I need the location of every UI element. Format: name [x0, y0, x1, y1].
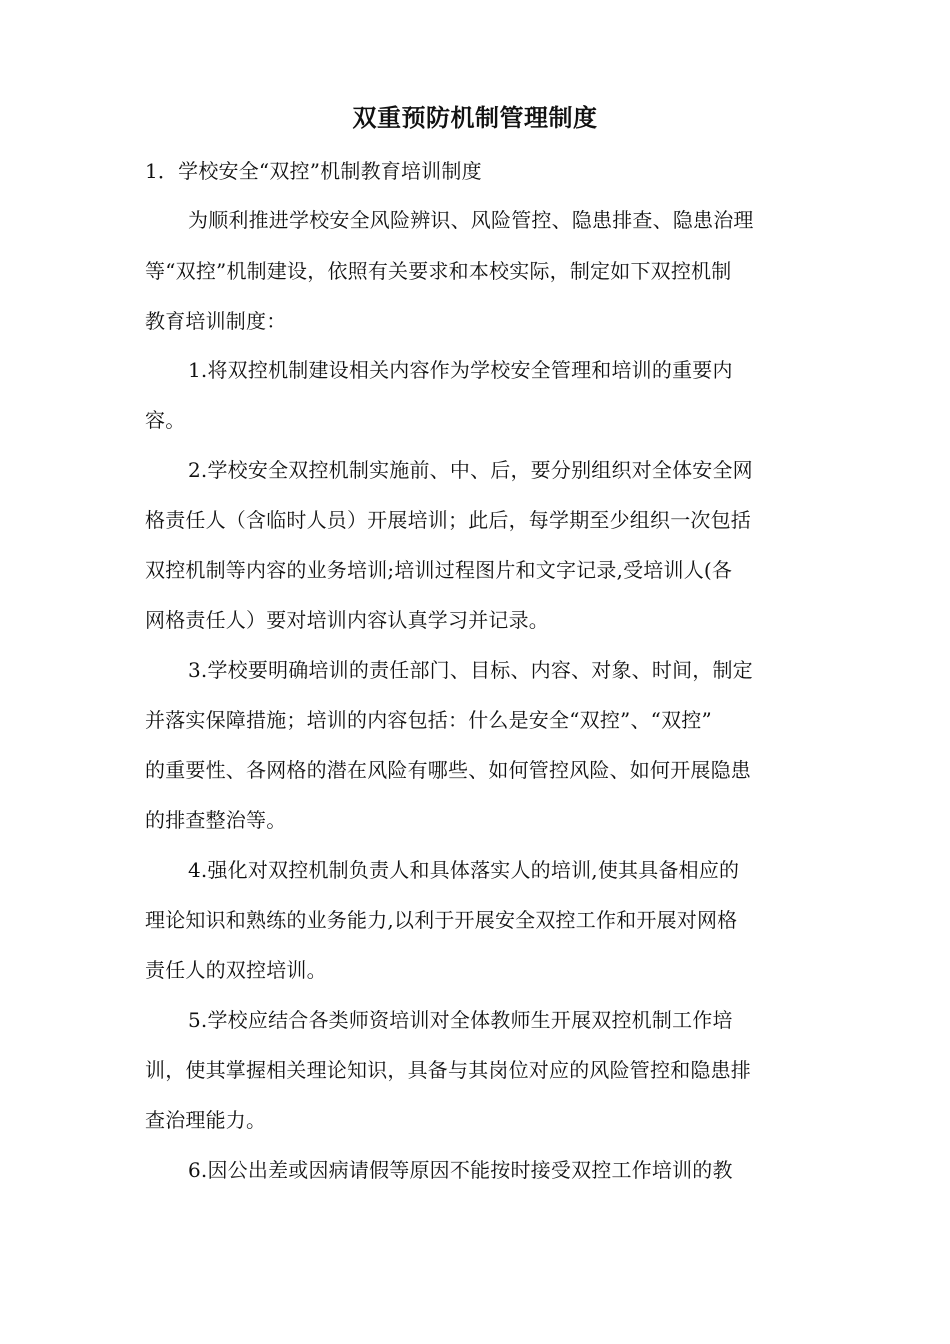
paragraph-line: 1.将双控机制建设相关内容作为学校安全管理和培训的重要内 [188, 358, 733, 382]
paragraph-line: 双控机制等内容的业务培训;培训过程图片和文字记录,受培训人(各 [145, 558, 733, 582]
document-title: 双重预防机制管理制度 [352, 103, 598, 132]
paragraph-line: 教育培训制度： [145, 309, 287, 333]
paragraph-line: 训，使其掌握相关理论知识，具备与其岗位对应的风险管控和隐患排 [145, 1058, 751, 1082]
paragraph-line: 3.学校要明确培训的责任部门、目标、内容、对象、时间，制定 [188, 658, 753, 682]
paragraph-line: 为顺利推进学校安全风险辨识、风险管控、隐患排查、隐患治理 [188, 208, 754, 232]
section-heading: 1．学校安全“双控”机制教育培训制度 [145, 159, 482, 183]
paragraph-line: 2.学校安全双控机制实施前、中、后，要分别组织对全体安全网 [188, 458, 753, 482]
paragraph-line: 网格责任人）要对培训内容认真学习并记录。 [145, 608, 549, 632]
paragraph-line: 等“双控”机制建设，依照有关要求和本校实际，制定如下双控机制 [145, 259, 732, 283]
paragraph-line: 责任人的双控培训。 [145, 958, 327, 982]
paragraph-line: 的重要性、各网格的潜在风险有哪些、如何管控风险、如何开展隐患 [145, 758, 751, 782]
paragraph-line: 查治理能力。 [145, 1108, 267, 1132]
paragraph-line: 5.学校应结合各类师资培训对全体教师生开展双控机制工作培 [188, 1008, 733, 1032]
paragraph-line: 4.强化对双控机制负责人和具体落实人的培训,使其具备相应的 [188, 858, 740, 882]
paragraph-line: 并落实保障措施；培训的内容包括：什么是安全“双控”、“双控” [145, 708, 712, 732]
paragraph-line: 理论知识和熟练的业务能力,以利于开展安全双控工作和开展对网格 [145, 908, 738, 932]
paragraph-line: 格责任人（含临时人员）开展培训；此后，每学期至少组织一次包括 [145, 508, 751, 532]
paragraph-line: 容。 [145, 408, 186, 432]
paragraph-line: 6.因公出差或因病请假等原因不能按时接受双控工作培训的教 [188, 1158, 733, 1182]
paragraph-line: 的排查整治等。 [145, 808, 287, 832]
